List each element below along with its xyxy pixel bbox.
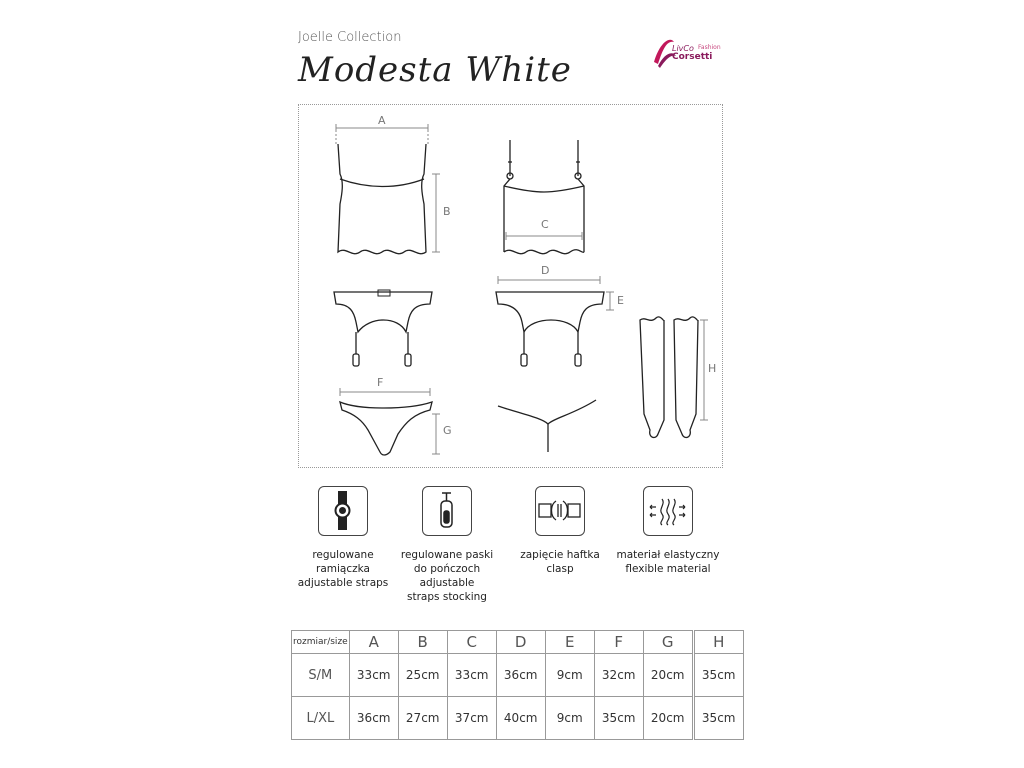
size-table [291,630,744,740]
feature-label-line: do pończoch [413,563,481,575]
dimension-label-a: A [378,114,386,127]
product-title: Modesta White [298,50,572,90]
size-table-row [292,697,744,740]
elastic-material-icon [643,486,693,536]
thong-back-drawing [498,400,596,452]
feature-label-line: straps stocking [407,591,487,603]
size-column-header: A [349,631,398,654]
garter-belt-back-drawing [496,292,604,366]
feature-label-line: flexible material [625,563,711,575]
crop-top-back-drawing [504,140,584,254]
logo-line1: LivCo [672,44,694,53]
size-table-header-row [292,631,744,654]
feature-flexible-material [608,486,728,576]
size-cell: 35cm [594,697,643,740]
brand-logo [650,32,730,72]
size-column-header: B [398,631,447,654]
size-cell: 40cm [496,697,545,740]
feature-label-line: adjustable straps [297,577,389,589]
crop-top-front-drawing [338,144,426,254]
feature-label-line: regulowane [312,549,374,561]
dimension-label-d: D [541,264,550,277]
size-column-header: H [693,631,743,654]
size-column-header: D [496,631,545,654]
strap-icon [318,486,368,536]
stockings-drawing [640,317,698,438]
size-cell: 27cm [398,697,447,740]
logo-line2: Corsetti [672,52,713,62]
clasp-icon [535,486,585,536]
size-cell: 32cm [594,654,643,697]
size-cell: 25cm [398,654,447,697]
feature-label-line: adjustable [419,577,475,589]
size-cell: 9cm [545,654,594,697]
feature-adjustable-straps [283,486,403,590]
size-cell: 35cm [693,654,743,697]
size-column-header: G [643,631,693,654]
garter-strap-icon [422,486,472,536]
feature-clasp [500,486,620,576]
dimension-label-c: C [541,218,549,231]
size-table-row [292,654,744,697]
size-table-corner: rozmiar/size [292,631,350,654]
collection-name: Joelle Collection [298,30,402,45]
size-column-header: F [594,631,643,654]
dimension-label-b: B [443,205,451,218]
measurement-diagram [298,104,723,468]
size-column-header: E [545,631,594,654]
dimension-label-g: G [443,424,452,437]
feature-label-line: regulowane paski [400,549,494,561]
size-cell: 33cm [447,654,496,697]
dimension-label-e: E [617,294,624,307]
garter-belt-front-drawing [334,290,432,366]
size-row-label: S/M [292,654,350,697]
size-cell: 20cm [643,697,693,740]
thong-front-drawing [340,402,432,455]
feature-label-line: ramiączka [316,563,370,575]
dimension-label-f: F [377,376,384,389]
feature-label-line: materiał elastyczny [616,549,720,561]
dimension-label-h: H [708,362,717,375]
logo-line3: Fashion [698,44,721,51]
size-cell: 20cm [643,654,693,697]
feature-adjustable-stocking-straps [387,486,507,604]
size-column-header: C [447,631,496,654]
size-cell: 36cm [349,697,398,740]
size-cell: 37cm [447,697,496,740]
size-cell: 35cm [693,697,743,740]
size-cell: 9cm [545,697,594,740]
size-cell: 33cm [349,654,398,697]
size-row-label: L/XL [292,697,350,740]
feature-label-line: clasp [546,563,574,575]
feature-label-line: zapięcie haftka [520,549,600,561]
size-cell: 36cm [496,654,545,697]
